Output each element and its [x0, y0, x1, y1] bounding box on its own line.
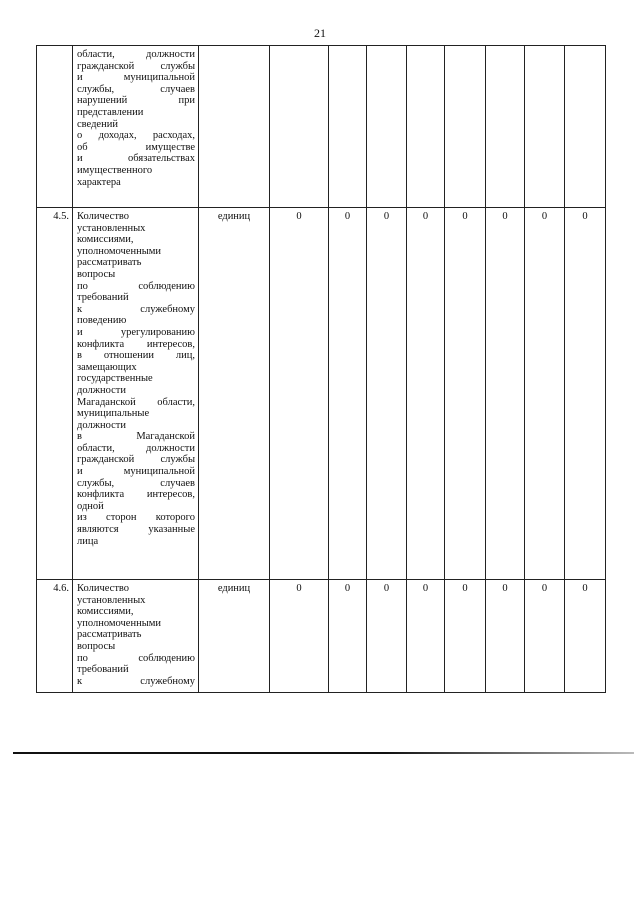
description-line: имущественного [77, 164, 153, 176]
value-cell: 0 [565, 208, 606, 580]
value-cell: 0 [486, 208, 525, 580]
row-number: 4.6. [37, 580, 73, 693]
description-line: рассматривать [77, 629, 142, 641]
description-line: комиссиями, [77, 606, 134, 618]
value-cell: 0 [565, 580, 606, 693]
footer-rule [13, 752, 634, 754]
description-line: области, должности [77, 49, 195, 60]
description-line: установленных [77, 222, 146, 234]
description-line: и обязательствах [77, 153, 195, 165]
value-cell: 0 [525, 580, 565, 693]
description-line: сведений [77, 118, 118, 130]
row-number [37, 46, 73, 208]
value-cell: 0 [270, 580, 329, 693]
value-cell: 0 [445, 580, 486, 693]
indicator-description [73, 46, 199, 208]
description-line: Магаданской области, [77, 396, 195, 408]
description-line: службы, случаев [77, 83, 195, 95]
table-row [37, 580, 606, 693]
description-line: вопросы [77, 640, 116, 652]
description-line: службы, случаев [77, 477, 195, 489]
description-line: по соблюдению [77, 652, 195, 664]
description-line: поведению [77, 315, 127, 327]
description-line: вопросы [77, 268, 116, 280]
value-cell: 0 [270, 208, 329, 580]
description-line: уполномоченными [77, 245, 162, 257]
description-line: и урегулированию [77, 326, 195, 338]
description-line: и муниципальной [77, 72, 195, 84]
description-line: конфликта интересов, [77, 489, 195, 501]
description-line: области, должности [77, 442, 195, 454]
value-cell: 0 [329, 580, 367, 693]
description-line: Количество [77, 211, 130, 222]
table-row [37, 46, 606, 208]
value-cell: 0 [407, 580, 445, 693]
value-cell: 0 [407, 208, 445, 580]
unit-cell [199, 46, 270, 208]
description-line: конфликта интересов, [77, 338, 195, 350]
description-line: должности [77, 419, 126, 431]
description-line: государственные [77, 373, 153, 385]
indicator-description [73, 580, 199, 693]
description-line: и муниципальной [77, 466, 195, 478]
description-line: в Магаданской [77, 431, 195, 443]
description-line: к служебному [77, 675, 195, 687]
description-line: гражданской службы [77, 454, 195, 466]
value-cell [525, 46, 565, 208]
description-line: уполномоченными [77, 617, 162, 629]
description-line: из сторон которого [77, 512, 195, 524]
description-line: представлении [77, 106, 144, 118]
indicator-table [36, 45, 606, 693]
description-line: установленных [77, 594, 146, 606]
description-line: по соблюдению [77, 280, 195, 292]
page-number: 21 [314, 26, 326, 40]
value-cell [486, 46, 525, 208]
description-line: нарушений при [77, 95, 195, 107]
description-line: гражданской службы [77, 60, 195, 72]
description-line: в отношении лиц, [77, 350, 195, 362]
description-line: лица [77, 535, 99, 547]
value-cell [270, 46, 329, 208]
value-cell [445, 46, 486, 208]
value-cell: 0 [486, 580, 525, 693]
value-cell: 0 [367, 580, 407, 693]
value-cell: 0 [367, 208, 407, 580]
value-cell [367, 46, 407, 208]
description-line: о доходах, расходах, [77, 130, 195, 142]
value-cell [565, 46, 606, 208]
description-line: требований [77, 292, 129, 304]
value-cell [407, 46, 445, 208]
description-line: характера [77, 176, 121, 188]
description-line: рассматривать [77, 257, 142, 269]
row-number: 4.5. [37, 208, 73, 580]
description-line: к служебному [77, 303, 195, 315]
description-line: Количество [77, 583, 130, 594]
value-cell [329, 46, 367, 208]
value-cell: 0 [445, 208, 486, 580]
description-line: муниципальные [77, 408, 150, 420]
unit-cell: единиц [199, 580, 270, 693]
value-cell: 0 [329, 208, 367, 580]
description-line: одной [77, 500, 104, 512]
description-line: являются указанные [77, 524, 195, 536]
table-row [37, 208, 606, 580]
value-cell: 0 [525, 208, 565, 580]
description-line: требований [77, 664, 129, 676]
description-line: об имуществе [77, 141, 195, 153]
indicator-description [73, 208, 199, 580]
description-line: замещающих [77, 361, 137, 373]
unit-cell: единиц [199, 208, 270, 580]
description-line: комиссиями, [77, 234, 134, 246]
description-line: должности [77, 384, 126, 396]
